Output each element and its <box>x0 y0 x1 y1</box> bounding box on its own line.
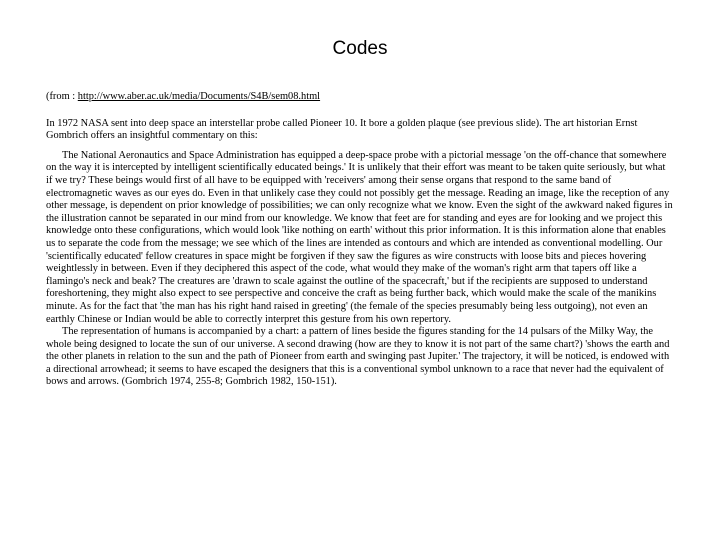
source-link[interactable]: http://www.aber.ac.uk/media/Documents/S4B/sem08.html <box>77 91 321 102</box>
quote-paragraph-2: The representation of humans is accompanied by a chart: a pattern of lines beside the figures standing for the 14 pulsars of the Milky Way, the whole being designed to locate the sun of our universe. A second drawing (how are they to know it is not part of the same chart?) 'shows the earth and the other planets in relation to the sun and the path of Pioneer from earth and swinging past Jupiter.' The trajectory, it will be noticed, is endowed with a directional arrowhead; it seems to have escaped the designers that this is a conventional symbol unknown to a race that never had the equivalent of bows and arrows. (Gombrich 1974, 255-8; Gombrich 1982, 150-151). <box>46 326 670 388</box>
source-citation <box>46 91 674 104</box>
quote-paragraph-1: The National Aeronautics and Space Administration has equipped a deep-space probe with a pictorial message 'on the off-chance that somewhere on the way it is intercepted by intelligent scientifically educated beings.' It is unlikely that their effort was meant to be taken quite seriously, but what if we try? These beings would first of all have to be equipped with 'receivers' among their sense organs that respond to the same band of electromagnetic waves as our eyes do. Even in that unlikely case they could not possibly get the message. Reading an image, like the reception of any other message, is dependent on prior knowledge of possibilities; we can only recognize what we know. Even the sight of the awkward naked figures in the illustration cannot be separated in our mind from our knowledge. We know that feet are for standing and eyes are for looking and we project this knowledge onto these configurations, which would look 'like nothing on earth' without this prior information. It is this information alone that enables us to separate the code from the message; we see which of the lines are intended as contours and which are intended as conventional modelling. Our 'scientifically educated' fellow creatures in space might be forgiven if they saw the figures as wire constructs with loose bits and pieces hovering weightlessly in between. Even if they deciphered this aspect of the code, what would they make of the woman's right arm that tapers off like a flamingo's neck and beak? The creatures are 'drawn to scale against the outline of the spacecraft,' but if the recipients are supposed to understand foreshortening, they might also expect to see perspective and conceive the craft as being further back, which would make the scale of the manikins minute. As for the fact that 'the man has his right hand raised in greeting' (the female of the species presumably being less outgoing), not even an earthly Chinese or Indian would be able to correctly interpret this gesture from his own repertory. <box>46 149 673 325</box>
source-prefix: (from : <box>46 91 78 102</box>
slide-body <box>46 91 674 389</box>
slide-title: Codes <box>332 38 388 59</box>
intro-paragraph: In 1972 NASA sent into deep space an interstellar probe called Pioneer 10. It bore a golden plaque (see previous slide). The art historian Ernst Gombrich offers an insightful commentary on this: <box>46 117 638 142</box>
